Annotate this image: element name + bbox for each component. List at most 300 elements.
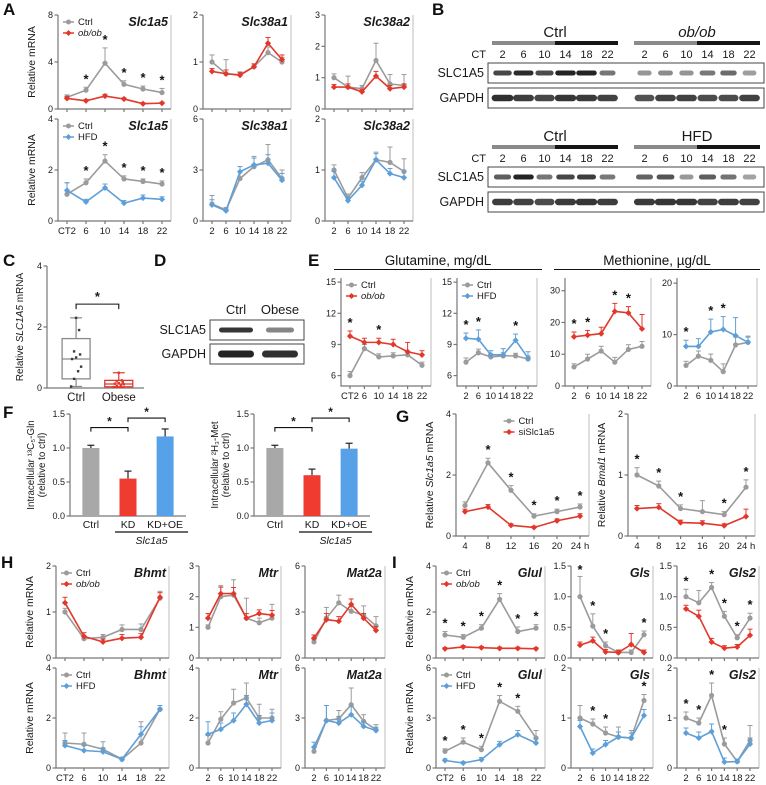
svg-text:Bhmt: Bhmt xyxy=(134,566,166,580)
chart-bhmt-hfd xyxy=(24,662,174,784)
svg-text:Relatvie mRNA: Relatvie mRNA xyxy=(404,576,416,648)
svg-text:*: * xyxy=(497,577,503,593)
svg-text:10: 10 xyxy=(680,153,693,165)
svg-text:22: 22 xyxy=(416,391,428,402)
svg-text:6: 6 xyxy=(584,391,591,402)
svg-H4 xyxy=(24,662,174,784)
svg-text:2: 2 xyxy=(188,591,194,602)
svg-text:0: 0 xyxy=(425,763,431,773)
chart-bhmt-obob xyxy=(24,560,174,662)
svg-C1 xyxy=(14,258,150,404)
svg-A1 xyxy=(26,9,176,113)
svg-text:siSlc1a5: siSlc1a5 xyxy=(518,427,555,439)
svg-I4 xyxy=(404,662,550,784)
svg-text:CT2: CT2 xyxy=(436,773,454,784)
svg-A5 xyxy=(186,113,296,237)
svg-text:*: * xyxy=(291,414,296,429)
chart-glul-hfd xyxy=(404,662,550,784)
svg-text:Ctrl: Ctrl xyxy=(82,519,100,531)
svg-text:Relative mRNA: Relative mRNA xyxy=(26,134,38,206)
svg-text:6: 6 xyxy=(83,226,89,237)
svg-text:2: 2 xyxy=(666,663,672,673)
svg-text:2: 2 xyxy=(192,10,198,20)
svg-text:Glul: Glul xyxy=(517,566,542,580)
svg-text:14: 14 xyxy=(609,391,621,402)
svg-text:1: 1 xyxy=(192,57,198,67)
svg-text:2: 2 xyxy=(571,391,577,402)
svg-text:0: 0 xyxy=(188,763,194,773)
svg-text:Gls: Gls xyxy=(629,566,650,580)
svg-text:9: 9 xyxy=(446,339,452,350)
svg-text:6: 6 xyxy=(294,561,300,571)
svg-text:*: * xyxy=(94,289,100,305)
svg-text:14: 14 xyxy=(248,226,260,237)
svg-text:3: 3 xyxy=(425,713,431,723)
chart-sislc1a5-bmal1 xyxy=(596,408,760,552)
svg-text:Intracellular ¹³C₅-Gln: Intracellular ¹³C₅-Gln xyxy=(26,420,37,510)
chart-glul-obob xyxy=(404,560,550,662)
svg-text:HFD: HFD xyxy=(456,681,476,693)
panel-a xyxy=(0,0,422,250)
svg-text:4: 4 xyxy=(188,663,194,673)
svg-H5 xyxy=(182,662,286,784)
svg-text:*: * xyxy=(577,562,583,577)
svg-text:Slc1a5: Slc1a5 xyxy=(319,535,352,547)
svg-text:18: 18 xyxy=(730,391,741,402)
blot-ctrl-hfd xyxy=(424,128,766,228)
svg-text:2: 2 xyxy=(45,713,51,723)
svg-text:Glul: Glul xyxy=(517,668,542,682)
svg-text:1: 1 xyxy=(560,713,566,723)
svg-A6 xyxy=(308,113,418,237)
svg-text:0: 0 xyxy=(294,653,300,662)
svg-text:6: 6 xyxy=(81,773,87,784)
svg-text:Bhmt: Bhmt xyxy=(134,668,166,682)
panel-b-label: B xyxy=(432,0,445,19)
svg-text:*: * xyxy=(513,318,519,334)
svg-text:Ctrl: Ctrl xyxy=(477,280,492,292)
svg-text:CT2: CT2 xyxy=(56,773,74,784)
svg-text:*: * xyxy=(721,595,727,611)
svg-text:3: 3 xyxy=(192,165,198,175)
svg-E1 xyxy=(324,272,436,402)
svg-text:*: * xyxy=(347,314,353,330)
svg-text:18: 18 xyxy=(253,773,265,784)
svg-text:6: 6 xyxy=(520,153,527,165)
blot-ctrl-obese xyxy=(152,252,308,404)
svg-text:18: 18 xyxy=(384,226,396,237)
svg-text:10: 10 xyxy=(661,329,672,340)
svg-I3 xyxy=(660,560,764,662)
svg-text:22: 22 xyxy=(266,773,278,784)
svg-I2 xyxy=(554,560,658,662)
svg-text:2: 2 xyxy=(314,41,320,52)
svg-text:*: * xyxy=(159,72,165,88)
svg-text:4: 4 xyxy=(47,57,53,67)
svg-E2 xyxy=(440,272,542,402)
svg-text:14: 14 xyxy=(701,153,714,165)
svg-text:14: 14 xyxy=(719,773,730,784)
svg-I6 xyxy=(660,662,764,784)
chart-gls2-obob xyxy=(660,560,764,662)
svg-text:KD: KD xyxy=(304,519,320,531)
svg-text:0.0: 0.0 xyxy=(52,511,65,521)
svg-text:10: 10 xyxy=(595,391,607,402)
svg-text:22: 22 xyxy=(156,226,168,237)
svg-text:8: 8 xyxy=(47,10,53,20)
svg-text:14: 14 xyxy=(494,773,505,784)
svg-text:CT2: CT2 xyxy=(58,226,76,237)
svg-text:22: 22 xyxy=(601,49,614,61)
svg-text:*: * xyxy=(590,703,596,718)
svg-text:CT2: CT2 xyxy=(341,391,359,402)
svg-text:2: 2 xyxy=(641,153,648,165)
svg-text:Ctrl: Ctrl xyxy=(67,392,86,404)
svg-text:6: 6 xyxy=(475,391,482,402)
svg-text:0: 0 xyxy=(617,531,623,541)
svg-text:ob/ob: ob/ob xyxy=(76,579,100,591)
svg-text:0: 0 xyxy=(294,763,300,773)
svg-text:*: * xyxy=(590,597,596,613)
svg-G1 xyxy=(424,408,594,552)
svg-text:*: * xyxy=(641,678,647,694)
svg-text:14: 14 xyxy=(241,773,252,784)
svg-text:18: 18 xyxy=(135,773,147,784)
svg-text:1.0: 1.0 xyxy=(52,443,65,453)
chart-mtr-obob xyxy=(182,560,286,662)
svg-text:10: 10 xyxy=(538,49,551,61)
svg-text:0.0: 0.0 xyxy=(554,653,566,662)
svg-text:*: * xyxy=(508,469,514,485)
svg-text:*: * xyxy=(531,497,537,513)
svg-text:22: 22 xyxy=(398,226,410,237)
svg-text:*: * xyxy=(107,414,112,429)
svg-text:1.5: 1.5 xyxy=(236,409,249,419)
svg-text:Slc1a5: Slc1a5 xyxy=(135,535,168,547)
svg-text:2: 2 xyxy=(331,226,337,237)
panel-d-label: D xyxy=(154,251,167,270)
glutamine-header: Glutamine, mg/dL xyxy=(334,253,542,270)
svg-text:*: * xyxy=(121,159,127,175)
svg-text:*: * xyxy=(585,314,591,330)
svg-text:6: 6 xyxy=(345,226,351,237)
svg-text:*: * xyxy=(721,722,727,737)
svg-text:22: 22 xyxy=(276,226,288,237)
svg-text:*: * xyxy=(478,730,484,746)
svg-text:*: * xyxy=(734,618,740,634)
svg-text:6: 6 xyxy=(520,49,527,61)
svg-text:14: 14 xyxy=(370,226,382,237)
svg-text:GAPDH: GAPDH xyxy=(161,347,206,361)
chart-slc38a1-ctrl-obob xyxy=(186,9,296,113)
svg-text:*: * xyxy=(577,487,583,503)
svg-text:2: 2 xyxy=(499,49,506,61)
svg-A4 xyxy=(26,113,176,237)
svg-text:10: 10 xyxy=(476,773,487,784)
svg-text:30: 30 xyxy=(549,285,560,296)
svg-text:22: 22 xyxy=(638,773,650,784)
svg-text:1: 1 xyxy=(666,713,672,723)
svg-text:0: 0 xyxy=(188,653,194,662)
svg-text:1: 1 xyxy=(617,470,623,480)
svg-text:12: 12 xyxy=(675,541,686,552)
svg-text:*: * xyxy=(603,626,609,642)
svg-text:2: 2 xyxy=(205,773,211,784)
svg-text:2: 2 xyxy=(445,470,451,480)
panel-a-label: A xyxy=(3,0,16,19)
svg-text:(relative to ctrl): (relative to ctrl) xyxy=(37,432,48,498)
svg-text:Obese: Obese xyxy=(260,302,300,317)
svg-text:Mat2a: Mat2a xyxy=(346,566,382,580)
panel-f xyxy=(0,404,392,554)
svg-text:2: 2 xyxy=(188,713,194,723)
svg-I1 xyxy=(404,560,550,662)
svg-text:KD+OE: KD+OE xyxy=(147,519,184,531)
svg-text:18: 18 xyxy=(625,773,637,784)
chart-mtr-hfd xyxy=(182,662,286,784)
chart-mat2a-obob xyxy=(288,560,390,662)
svg-text:6: 6 xyxy=(192,114,198,124)
svg-text:*: * xyxy=(144,406,149,420)
svg-text:2: 2 xyxy=(641,49,648,61)
svg-text:*: * xyxy=(140,162,146,178)
svg-text:2: 2 xyxy=(577,773,583,784)
svg-text:20: 20 xyxy=(549,317,560,328)
svg-text:ob/ob: ob/ob xyxy=(78,28,102,40)
svg-text:*: * xyxy=(625,290,631,306)
svg-text:6: 6 xyxy=(662,49,669,61)
svg-text:Slc38a1: Slc38a1 xyxy=(241,119,288,133)
chart-slc1a5-ctrl-hfd xyxy=(26,113,176,237)
svg-H2 xyxy=(182,560,286,662)
svg-A2 xyxy=(186,9,296,113)
svg-text:0: 0 xyxy=(45,763,51,773)
svg-H3 xyxy=(288,560,390,662)
svg-text:12: 12 xyxy=(505,541,517,552)
svg-G2 xyxy=(596,408,760,552)
svg-text:GAPDH: GAPDH xyxy=(439,91,484,105)
chart-slc38a1-ctrl-hfd xyxy=(186,113,296,237)
svg-text:*: * xyxy=(678,488,684,504)
svg-text:*: * xyxy=(140,70,146,86)
svg-text:0: 0 xyxy=(560,763,566,773)
svg-text:0: 0 xyxy=(45,653,51,662)
svg-text:4: 4 xyxy=(36,261,42,271)
svg-text:*: * xyxy=(328,406,333,420)
svg-text:*: * xyxy=(460,722,466,737)
svg-text:14: 14 xyxy=(559,49,572,61)
svg-text:15: 15 xyxy=(441,277,452,288)
svg-text:Ctrl: Ctrl xyxy=(78,121,93,133)
svg-text:3: 3 xyxy=(314,10,320,20)
svg-text:2: 2 xyxy=(209,226,215,237)
svg-text:2: 2 xyxy=(47,165,53,175)
svg-text:0: 0 xyxy=(192,216,198,226)
svg-text:*: * xyxy=(683,696,689,711)
svg-text:*: * xyxy=(485,442,491,458)
svg-text:Ctrl: Ctrl xyxy=(543,24,567,41)
panel-b xyxy=(424,0,766,250)
svg-text:6: 6 xyxy=(460,773,466,784)
svg-text:6: 6 xyxy=(361,391,368,402)
svg-text:CT: CT xyxy=(471,49,486,61)
svg-text:ob/ob: ob/ob xyxy=(456,579,480,591)
chart-slc1a5-ctrl-obob xyxy=(26,9,176,113)
svg-text:6: 6 xyxy=(425,663,431,673)
svg-text:*: * xyxy=(743,463,749,479)
svg-text:10: 10 xyxy=(373,391,385,402)
svg-text:*: * xyxy=(641,615,647,631)
chart-gls2-hfd xyxy=(660,662,764,784)
svg-text:14: 14 xyxy=(613,773,624,784)
svg-text:HFD: HFD xyxy=(78,132,98,144)
svg-text:*: * xyxy=(515,690,521,706)
svg-text:*: * xyxy=(683,324,689,340)
svg-text:1: 1 xyxy=(314,72,320,83)
svg-text:*: * xyxy=(708,303,714,319)
svg-text:0.0: 0.0 xyxy=(660,653,672,662)
svg-text:4: 4 xyxy=(45,663,51,673)
chart-methionine-obob xyxy=(548,272,656,402)
panel-e xyxy=(308,250,766,404)
svg-text:*: * xyxy=(460,618,466,634)
chart-gls-hfd xyxy=(554,662,658,784)
svg-text:22: 22 xyxy=(154,773,166,784)
svg-text:*: * xyxy=(478,608,484,624)
svg-text:*: * xyxy=(612,287,618,303)
svg-text:6: 6 xyxy=(323,773,330,784)
svg-text:*: * xyxy=(709,667,715,682)
svg-text:0.5: 0.5 xyxy=(52,477,65,487)
svg-text:0: 0 xyxy=(445,531,451,541)
svg-text:22: 22 xyxy=(743,153,756,165)
svg-text:6: 6 xyxy=(590,773,596,784)
svg-text:3: 3 xyxy=(188,561,194,571)
svg-text:4: 4 xyxy=(634,541,640,552)
svg-text:20: 20 xyxy=(551,541,563,552)
svg-text:1.5: 1.5 xyxy=(660,561,672,571)
svg-text:16: 16 xyxy=(697,541,708,552)
svg-text:0: 0 xyxy=(666,763,672,773)
svg-text:22: 22 xyxy=(744,773,756,784)
svg-text:*: * xyxy=(696,702,702,717)
svg-text:*: * xyxy=(121,64,127,80)
svg-text:6: 6 xyxy=(695,391,702,402)
svg-text:Mtr: Mtr xyxy=(258,668,278,682)
svg-text:*: * xyxy=(463,317,469,333)
svg-text:*: * xyxy=(533,608,539,624)
svg-text:22: 22 xyxy=(370,773,382,784)
svg-text:Relative Slc1a5 mRNA: Relative Slc1a5 mRNA xyxy=(424,421,436,529)
svg-text:9: 9 xyxy=(330,339,336,350)
svg-text:Ctrl: Ctrl xyxy=(361,280,376,292)
svg-text:CT: CT xyxy=(471,153,486,165)
panel-e-label: E xyxy=(308,251,320,270)
svg-text:*: * xyxy=(515,610,521,626)
svg-text:Ctrl: Ctrl xyxy=(76,670,91,682)
svg-I5 xyxy=(554,662,658,784)
svg-text:*: * xyxy=(442,732,448,748)
chart-glutamine-obob xyxy=(324,272,436,402)
svg-text:0: 0 xyxy=(314,104,320,113)
svg-text:10: 10 xyxy=(485,391,497,402)
svg-text:Obese: Obese xyxy=(101,392,136,404)
barchart-gln-uptake xyxy=(24,406,194,552)
svg-text:(relative to ctrl): (relative to ctrl) xyxy=(221,432,232,498)
svg-text:2: 2 xyxy=(683,391,689,402)
svg-F2 xyxy=(208,406,378,552)
svg-text:6: 6 xyxy=(218,773,224,784)
svg-text:10: 10 xyxy=(356,226,368,237)
svg-text:*: * xyxy=(683,573,689,589)
svg-text:0: 0 xyxy=(47,216,53,226)
svg-text:*: * xyxy=(376,322,382,338)
svg-blot-b1 xyxy=(424,128,766,228)
svg-A3 xyxy=(308,9,418,113)
svg-text:0.0: 0.0 xyxy=(236,511,249,521)
svg-text:15: 15 xyxy=(325,277,336,288)
svg-text:6: 6 xyxy=(294,663,300,673)
chart-glutamine-hfd xyxy=(440,272,542,402)
svg-text:Intracellular ²H₃-Met: Intracellular ²H₃-Met xyxy=(210,421,221,509)
svg-text:22: 22 xyxy=(636,391,648,402)
svg-text:18: 18 xyxy=(512,773,524,784)
svg-text:SLC1A5: SLC1A5 xyxy=(159,323,206,337)
svg-text:6: 6 xyxy=(330,370,336,381)
svg-blot-d xyxy=(152,252,308,404)
svg-text:0.5: 0.5 xyxy=(236,477,249,487)
svg-text:18: 18 xyxy=(623,391,634,402)
svg-text:Ctrl: Ctrl xyxy=(456,670,471,682)
chart-sislc1a5-slc1a5 xyxy=(424,408,594,552)
panel-c-label: C xyxy=(3,251,16,270)
svg-text:0: 0 xyxy=(192,104,198,113)
svg-text:*: * xyxy=(709,566,715,582)
panel-h-label: H xyxy=(1,553,14,572)
svg-text:14: 14 xyxy=(387,391,399,402)
svg-text:Gls: Gls xyxy=(629,668,650,682)
svg-text:*: * xyxy=(159,164,165,180)
svg-blot-b0 xyxy=(424,24,766,124)
svg-text:1.0: 1.0 xyxy=(660,591,672,602)
svg-text:Ctrl: Ctrl xyxy=(518,416,534,428)
svg-text:*: * xyxy=(656,465,662,481)
barchart-met-uptake xyxy=(208,406,378,552)
svg-text:10: 10 xyxy=(538,153,551,165)
svg-text:24 h: 24 h xyxy=(570,541,590,552)
svg-text:*: * xyxy=(102,138,108,154)
svg-text:*: * xyxy=(747,597,753,613)
svg-text:*: * xyxy=(571,316,577,331)
svg-text:HFD: HFD xyxy=(76,681,96,693)
svg-text:20: 20 xyxy=(661,278,672,289)
svg-text:Gls2: Gls2 xyxy=(728,566,756,580)
svg-text:1.5: 1.5 xyxy=(554,561,566,571)
svg-text:GAPDH: GAPDH xyxy=(439,195,484,209)
blot-ctrl-obob xyxy=(424,24,766,124)
svg-text:24 h: 24 h xyxy=(736,541,756,552)
svg-text:2: 2 xyxy=(560,663,566,673)
panel-g xyxy=(392,404,766,554)
svg-text:2: 2 xyxy=(463,391,469,402)
svg-text:2: 2 xyxy=(45,561,51,571)
svg-text:18: 18 xyxy=(402,391,413,402)
svg-E3 xyxy=(548,272,656,402)
svg-text:KD: KD xyxy=(120,519,136,531)
svg-text:Relative mRNA: Relative mRNA xyxy=(24,576,36,648)
svg-text:2: 2 xyxy=(314,114,320,124)
svg-text:22: 22 xyxy=(522,391,534,402)
